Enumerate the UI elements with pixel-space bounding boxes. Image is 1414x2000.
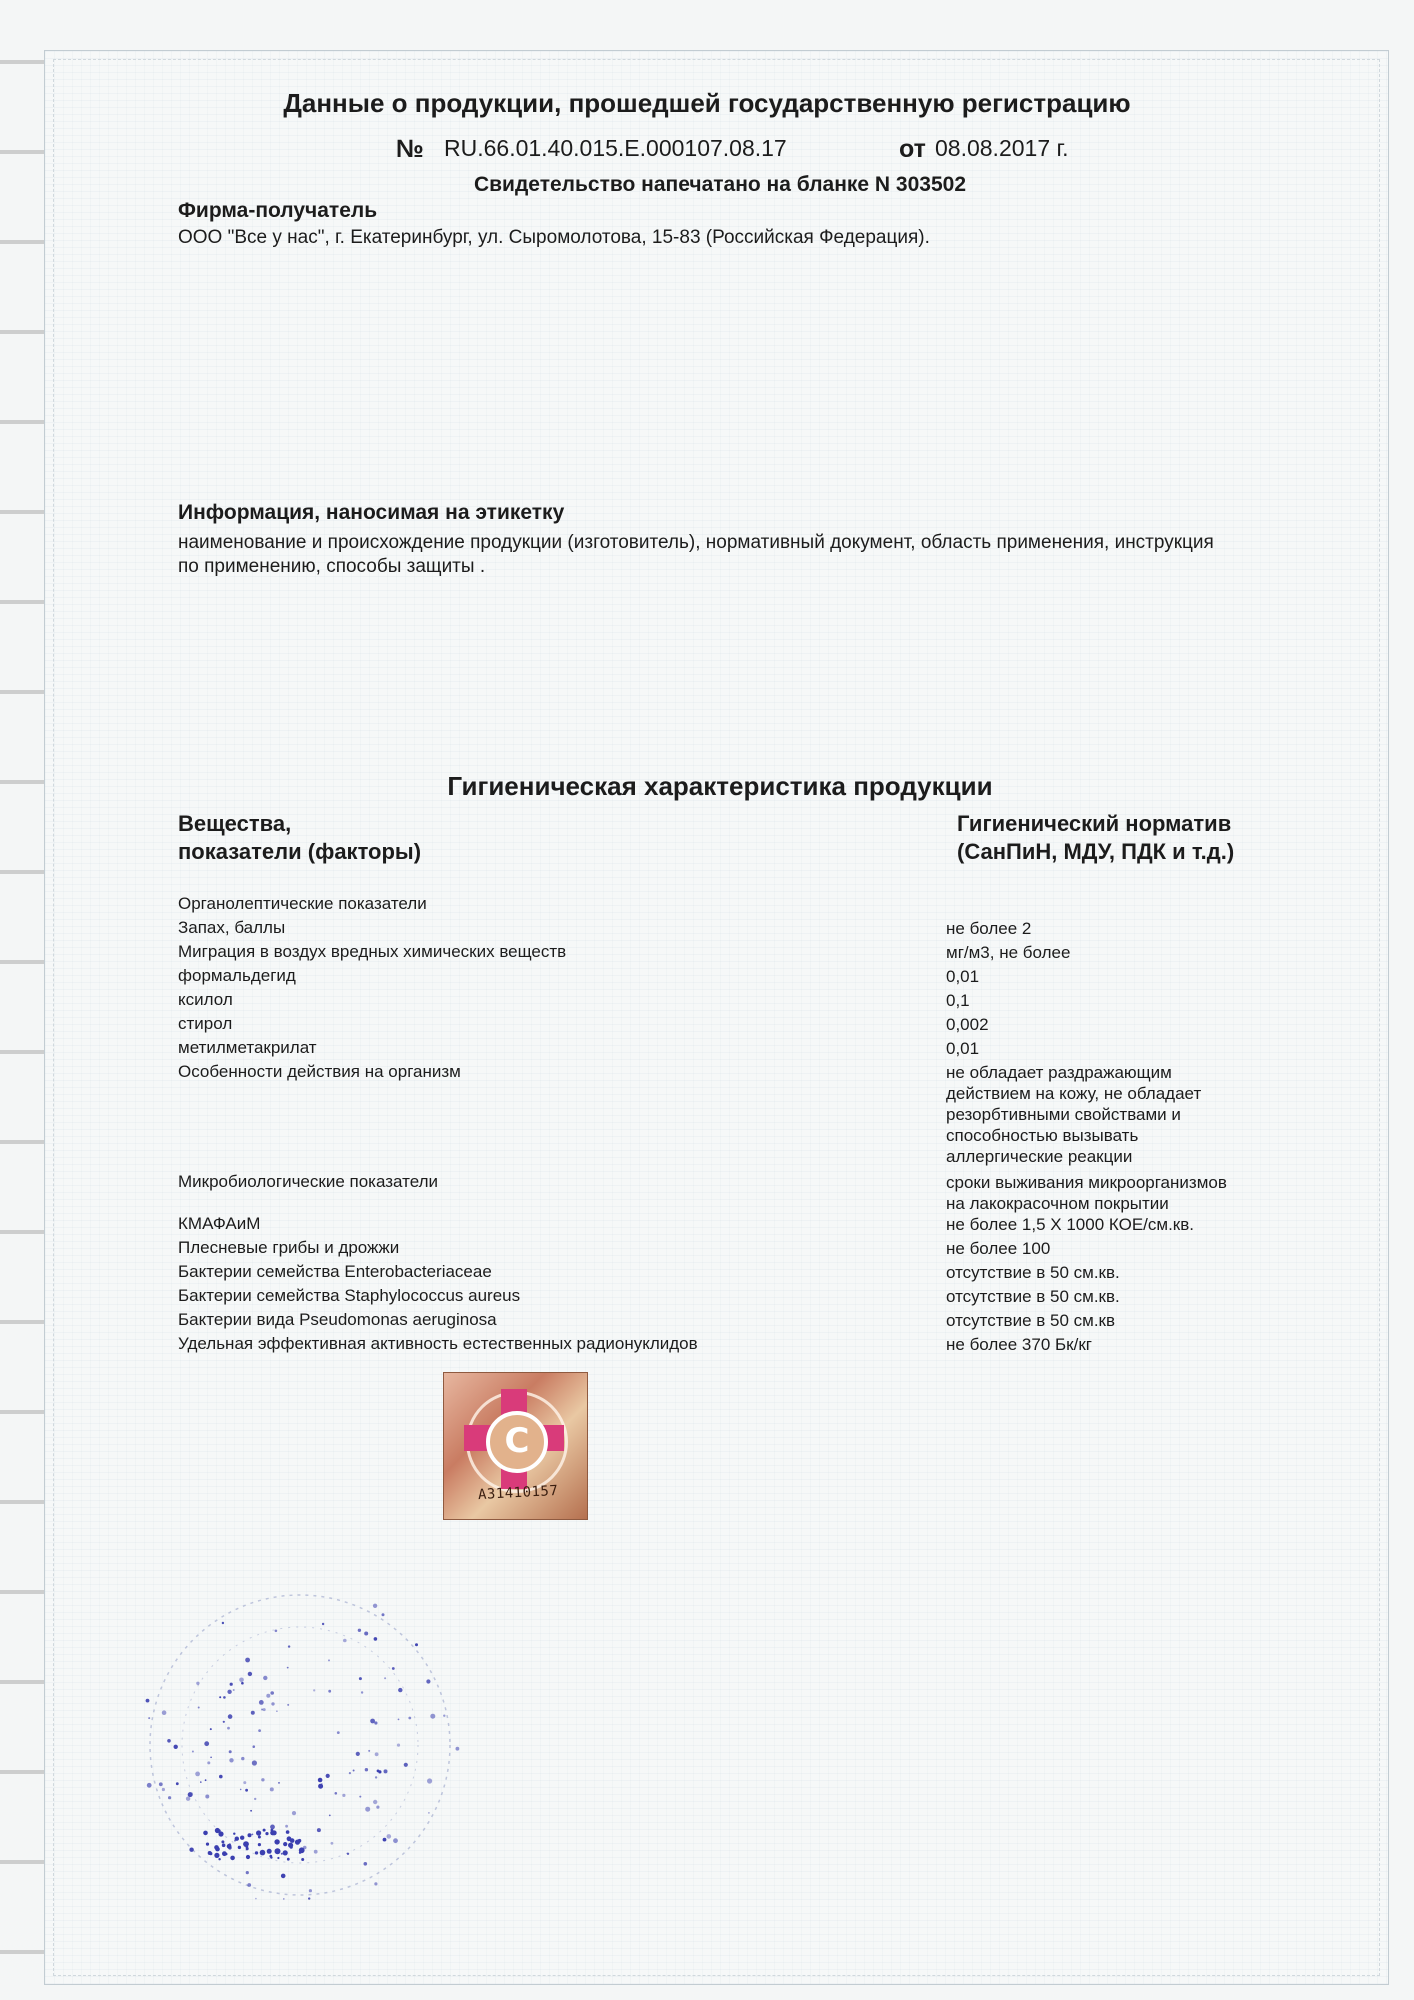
table-row-norm: не более 2 bbox=[946, 919, 1032, 938]
stamp-ink-dot bbox=[219, 1775, 223, 1779]
stamp-ink-dot bbox=[347, 1853, 349, 1855]
stamp-ink-dot bbox=[245, 1789, 248, 1792]
stamp-ink-dot bbox=[204, 1741, 209, 1746]
stamp-ink-dot bbox=[192, 1751, 194, 1753]
stamp-ink-dot bbox=[270, 1825, 275, 1830]
stamp-ink-dot bbox=[321, 1783, 323, 1785]
stamp-ink-dot bbox=[269, 1855, 272, 1858]
stamp-ink-dot bbox=[258, 1729, 261, 1732]
stamp-ink-dot bbox=[283, 1842, 287, 1846]
norms-header-line1: Гигиенический норматив bbox=[957, 811, 1232, 836]
hologram-serial: А31410157 bbox=[477, 1482, 559, 1504]
stamp-ink-dot bbox=[200, 1781, 202, 1783]
stamp-ink-dot bbox=[256, 1830, 261, 1835]
stamp-ink-dot bbox=[227, 1690, 231, 1694]
stamp-ink-dot bbox=[364, 1862, 368, 1866]
stamp-ink-dot bbox=[223, 1721, 225, 1723]
stamp-ink-dot bbox=[353, 1770, 355, 1772]
stamp-ink-dot bbox=[314, 1850, 318, 1854]
stamp-ink-dot bbox=[426, 1679, 430, 1683]
stamp-ink-dot bbox=[271, 1702, 274, 1705]
stamp-ink-dot bbox=[364, 1632, 368, 1636]
stamp-ink-dot bbox=[240, 1836, 244, 1840]
stamp-ink-dot bbox=[359, 1677, 362, 1680]
stamp-ink-dot bbox=[219, 1833, 222, 1836]
stamp-ink-dot bbox=[278, 1782, 280, 1784]
stamp-ink-dot bbox=[318, 1778, 323, 1783]
norms-header-line2: (СанПиН, МДУ, ПДК и т.д.) bbox=[957, 839, 1235, 864]
stamp-ink-dot bbox=[408, 1717, 411, 1720]
stamp-ink-dot bbox=[263, 1829, 266, 1832]
stamp-ink-dot bbox=[387, 1834, 392, 1839]
stamp-ink-dot bbox=[196, 1682, 199, 1685]
stamp-ink-dot bbox=[335, 1792, 338, 1795]
stamp-ink-dot bbox=[427, 1778, 432, 1783]
stamp-ink-dot bbox=[384, 1769, 388, 1773]
stamp-ink-dot bbox=[228, 1714, 233, 1719]
stamp-ink-dot bbox=[205, 1795, 209, 1799]
stamp-ink-dot bbox=[287, 1858, 290, 1861]
table-row-factor: Микробиологические показатели bbox=[178, 1172, 439, 1191]
table-row-norm: сроки выживания микроорганизмов на лакокрасочном покрытии bbox=[946, 1173, 1227, 1213]
stamp-ink-dot bbox=[415, 1643, 418, 1646]
stamp-ink-dot bbox=[277, 1849, 280, 1852]
stamp-ink-dot bbox=[208, 1851, 212, 1855]
stamp-ink-dot bbox=[265, 1832, 268, 1835]
stamp-ink-dot bbox=[238, 1846, 241, 1849]
stamp-ink-dot bbox=[281, 1874, 286, 1879]
table-row-factor: формальдегид bbox=[178, 966, 296, 985]
table-row-norm: не более 100 bbox=[946, 1239, 1051, 1258]
stamp-ink-dot bbox=[365, 1768, 368, 1771]
stamp-ink-dot bbox=[359, 1796, 361, 1798]
stamp-ink-dot bbox=[233, 1689, 235, 1691]
stamp-ink-dot bbox=[393, 1838, 398, 1843]
table-row-factor: Особенности действия на организм bbox=[178, 1062, 461, 1081]
hygiene-section-title: Гигиеническая характеристика продукции bbox=[447, 771, 993, 801]
stamp-ink-dot bbox=[146, 1699, 150, 1703]
stamp-ink-dot bbox=[198, 1707, 200, 1709]
stamp-ink-dot bbox=[263, 1676, 267, 1680]
printed-on-form-note: Свидетельство напечатано на бланке N 303502 bbox=[473, 173, 967, 196]
stamp-ink-dot bbox=[287, 1836, 292, 1841]
table-row-factor: стирол bbox=[178, 1014, 233, 1033]
stamp-ink-dot bbox=[189, 1848, 193, 1852]
stamp-ink-dot bbox=[368, 1750, 370, 1752]
stamp-ink-dot bbox=[342, 1794, 345, 1797]
stamp-ink-dot bbox=[266, 1694, 270, 1698]
table-row-factor: Запах, баллы bbox=[178, 918, 286, 937]
table-row-factor: Плесневые грибы и дрожжи bbox=[178, 1238, 400, 1257]
stamp-ink-dot bbox=[276, 1710, 278, 1712]
stamp-ink-dot bbox=[186, 1797, 190, 1801]
stamp-ink-dot bbox=[243, 1781, 246, 1784]
stamp-ink-dot bbox=[456, 1747, 460, 1751]
stamp-ink-dot bbox=[281, 1853, 283, 1855]
stamp-ink-dot bbox=[246, 1871, 249, 1874]
stamp-ink-dot bbox=[443, 1715, 445, 1717]
table-row-norm: не более 370 Бк/кг bbox=[946, 1335, 1092, 1354]
stamp-ink-dot bbox=[328, 1690, 331, 1693]
registration-number: RU.66.01.40.015.Е.000107.08.17 bbox=[444, 135, 787, 161]
stamp-ink-dot bbox=[383, 1838, 387, 1842]
stamp-ink-dot bbox=[174, 1745, 178, 1749]
stamp-ink-dot bbox=[370, 1719, 375, 1724]
stamp-ink-dot bbox=[349, 1772, 351, 1774]
official-stamp-seal bbox=[135, 1580, 465, 1910]
recipient-heading: Фирма-получатель bbox=[178, 199, 378, 222]
stamp-ink-dot bbox=[235, 1837, 239, 1841]
factors-header-line2: показатели (факторы) bbox=[178, 839, 422, 864]
stamp-ink-dot bbox=[260, 1850, 266, 1856]
stamp-ink-dot bbox=[361, 1691, 363, 1693]
stamp-ink-dot bbox=[329, 1815, 331, 1817]
stamp-ink-dot bbox=[337, 1731, 340, 1734]
stamp-ink-dot bbox=[259, 1700, 264, 1705]
stamp-ink-dot bbox=[398, 1688, 402, 1692]
stamp-ink-dot bbox=[230, 1856, 235, 1861]
stamp-ink-dot bbox=[162, 1710, 167, 1715]
stamp-ink-dot bbox=[207, 1761, 210, 1764]
table-row-norm: мг/м3, не более bbox=[946, 943, 1071, 962]
stamp-ink-dot bbox=[283, 1850, 288, 1855]
stamp-ink-dot bbox=[214, 1845, 219, 1850]
stamp-ink-dot bbox=[328, 1659, 330, 1661]
stamp-ink-dot bbox=[398, 1719, 400, 1721]
stamp-ink-dot bbox=[373, 1800, 377, 1804]
stamp-ink-dot bbox=[222, 1622, 224, 1624]
registration-number-label: № bbox=[396, 135, 424, 163]
stamp-ink-dot bbox=[283, 1898, 285, 1900]
stamp-ink-dot bbox=[176, 1782, 179, 1785]
table-row-norm: отсутствие в 50 см.кв. bbox=[946, 1263, 1120, 1282]
stamp-ink-dot bbox=[250, 1810, 252, 1812]
hologram-sticker bbox=[443, 1372, 588, 1520]
stamp-ink-dot bbox=[168, 1796, 171, 1799]
stamp-ink-dot bbox=[308, 1897, 310, 1899]
table-row-factor: ксилол bbox=[178, 990, 233, 1009]
stamp-ink-dot bbox=[255, 1898, 257, 1900]
stamp-ink-dot bbox=[277, 1857, 279, 1859]
stamp-ink-dot bbox=[263, 1708, 266, 1711]
stamp-ink-dot bbox=[210, 1728, 212, 1730]
stamp-ink-dot bbox=[261, 1778, 264, 1781]
table-row-norm: 0,01 bbox=[946, 967, 980, 986]
stamp-ink-dot bbox=[358, 1629, 361, 1632]
stamp-ink-dot bbox=[375, 1776, 377, 1778]
stamp-ink-dot bbox=[397, 1744, 400, 1747]
stamp-ink-dot bbox=[288, 1843, 293, 1848]
stamp-ink-dot bbox=[254, 1798, 256, 1800]
table-row-factor: Миграция в воздух вредных химических веществ bbox=[178, 942, 567, 961]
stamp-ink-dot bbox=[404, 1763, 408, 1767]
stamp-ink-dot bbox=[301, 1858, 304, 1861]
stamp-ink-dot bbox=[288, 1645, 290, 1647]
recipient-text: ООО "Все у нас", г. Екатеринбург, ул. Сыромолотова, 15-83 (Российская Федерация). bbox=[178, 227, 930, 248]
stamp-ink-dot bbox=[188, 1792, 193, 1797]
stamp-ink-dot bbox=[252, 1834, 254, 1836]
stamp-ink-dot bbox=[356, 1752, 360, 1756]
factors-column-header bbox=[178, 810, 421, 866]
stamp-ink-dot bbox=[147, 1783, 152, 1788]
stamp-ink-dot bbox=[377, 1770, 380, 1773]
scan-binding-marks bbox=[0, 0, 44, 2000]
stamp-ink-dot bbox=[430, 1714, 435, 1719]
stamp-ink-dot bbox=[223, 1852, 225, 1854]
stamp-ink-dot bbox=[205, 1779, 207, 1781]
stamp-ink-dot bbox=[255, 1851, 258, 1854]
registration-date-label: от bbox=[899, 135, 926, 163]
stamp-ink-dot bbox=[343, 1639, 347, 1643]
stamp-ink-dot bbox=[240, 1789, 242, 1791]
table-row-norm: 0,002 bbox=[946, 1015, 989, 1034]
stamp-ink-dot bbox=[218, 1829, 221, 1832]
stamp-ink-dot bbox=[233, 1833, 235, 1835]
stamp-ink-dot bbox=[292, 1811, 296, 1815]
stamp-ink-dot bbox=[214, 1853, 219, 1858]
stamp-ink-dot bbox=[317, 1828, 321, 1832]
stamp-ink-dot bbox=[382, 1613, 385, 1616]
stamp-ink-dot bbox=[227, 1844, 232, 1849]
document-title: Данные о продукции, прошедшей государственную регистрацию bbox=[283, 88, 1131, 118]
table-row-norm: отсутствие в 50 см.кв. bbox=[946, 1287, 1120, 1306]
stamp-ink-dot bbox=[384, 1677, 386, 1679]
table-row-norm: 0,01 bbox=[946, 1039, 980, 1058]
stamp-ink-dot bbox=[267, 1849, 272, 1854]
stamp-ink-dot bbox=[274, 1839, 279, 1844]
stamp-ink-dot bbox=[275, 1630, 278, 1633]
stamp-ink-dot bbox=[245, 1658, 250, 1663]
table-row-factor: КМАФАиМ bbox=[178, 1214, 261, 1233]
stamp-ink-dot bbox=[373, 1604, 377, 1608]
stamp-ink-dot bbox=[374, 1637, 378, 1641]
stamp-ink-dot bbox=[270, 1691, 274, 1695]
stamp-ink-dot bbox=[258, 1843, 261, 1846]
stamp-ink-dot bbox=[286, 1830, 290, 1834]
stamp-ink-dot bbox=[248, 1833, 252, 1837]
stamp-ink-dot bbox=[246, 1847, 249, 1850]
norms-column-header bbox=[957, 810, 1234, 866]
stamp-ink-dot bbox=[229, 1750, 232, 1753]
stamp-ink-dot bbox=[261, 1709, 263, 1711]
stamp-ink-dot bbox=[285, 1825, 288, 1828]
stamp-ink-dot bbox=[258, 1836, 261, 1839]
stamp-ink-dot bbox=[243, 1841, 249, 1847]
stamp-ink-dot bbox=[210, 1757, 212, 1759]
stamp-ink-dot bbox=[241, 1682, 244, 1685]
label-info-heading: Информация, наносимая на этикетку bbox=[178, 501, 565, 524]
stamp-ink-dot bbox=[331, 1842, 334, 1845]
certification-emblem-icon: С bbox=[486, 1411, 548, 1473]
stamp-ink-dot bbox=[148, 1717, 150, 1719]
stamp-ink-dot bbox=[222, 1844, 226, 1848]
table-row-factor: Бактерии семейства Staphylococcus aureus bbox=[178, 1286, 521, 1305]
stamp-ink-dot bbox=[203, 1831, 208, 1836]
stamp-ink-dot bbox=[270, 1787, 274, 1791]
stamp-ink-dot bbox=[376, 1806, 379, 1809]
stamp-ink-dot bbox=[230, 1683, 233, 1686]
stamp-ink-dot bbox=[248, 1672, 252, 1676]
table-row-norm: не более 1,5 Х 1000 КОЕ/см.кв. bbox=[946, 1215, 1194, 1234]
stamp-ink-dot bbox=[295, 1840, 300, 1845]
table-row-norm: 0,1 bbox=[946, 991, 970, 1010]
stamp-ink-dot bbox=[313, 1689, 315, 1691]
stamp-ink-dot bbox=[428, 1812, 430, 1814]
stamp-ink-dot bbox=[195, 1772, 200, 1777]
stamp-ink-dot bbox=[206, 1843, 209, 1846]
stamp-ink-dot bbox=[272, 1830, 277, 1835]
stamp-ink-dot bbox=[239, 1678, 244, 1683]
stamp-ink-dot bbox=[374, 1882, 377, 1885]
stamp-ink-dot bbox=[375, 1752, 379, 1756]
stamp-ink-dot bbox=[309, 1889, 312, 1892]
table-row-norm: не обладает раздражающим действием на кожу, не обладает резорбтивными свойствами и способностью вызывать аллергические реакции bbox=[946, 1063, 1202, 1166]
stamp-ink-dot bbox=[247, 1856, 250, 1859]
stamp-ink-dot bbox=[326, 1774, 330, 1778]
stamp-ink-dot bbox=[229, 1758, 233, 1762]
stamp-ink-dot bbox=[392, 1667, 395, 1670]
stamp-ink-dot bbox=[247, 1883, 251, 1887]
label-info-text: наименование и происхождение продукции (изготовитель), нормативный документ, область применения, инструкция по применению, способы защиты . bbox=[178, 532, 1214, 577]
stamp-ink-dot bbox=[162, 1788, 165, 1791]
table-row-factor: Органолептические показатели bbox=[178, 894, 427, 913]
stamp-ink-dot bbox=[219, 1696, 221, 1698]
stamp-ink-dot bbox=[225, 1853, 228, 1856]
stamp-ink-dot bbox=[221, 1840, 224, 1843]
stamp-ink-dot bbox=[287, 1667, 289, 1669]
stamp-ink-dot bbox=[159, 1782, 163, 1786]
stamp-ink-dot bbox=[167, 1739, 171, 1743]
stamp-ink-dot bbox=[223, 1696, 226, 1699]
table-row-factor: Бактерии семейства Enterobacteriaceae bbox=[178, 1262, 492, 1281]
stamp-ink-dot bbox=[365, 1807, 370, 1812]
table-row-norm: отсутствие в 50 см.кв bbox=[946, 1311, 1116, 1330]
stamp-ink-dot bbox=[252, 1760, 257, 1765]
table-row-factor: Удельная эффективная активность естественных радионуклидов bbox=[178, 1334, 698, 1353]
stamp-ink-dot bbox=[253, 1745, 256, 1748]
stamp-ink-dot bbox=[287, 1704, 289, 1706]
table-row-factor: Бактерии вида Pseudomonas aeruginosa bbox=[178, 1310, 497, 1329]
table-row-factor: метилметакрилат bbox=[178, 1038, 317, 1057]
registration-date: 08.08.2017 г. bbox=[935, 135, 1069, 161]
stamp-ink-dot bbox=[251, 1711, 255, 1715]
stamp-ink-dot bbox=[218, 1858, 220, 1860]
stamp-ink-dot bbox=[241, 1757, 244, 1760]
factors-header-line1: Вещества, bbox=[178, 811, 292, 836]
stamp-ink-dot bbox=[227, 1727, 230, 1730]
stamp-ink-dot bbox=[322, 1623, 324, 1625]
stamp-ink-dot bbox=[299, 1852, 301, 1854]
